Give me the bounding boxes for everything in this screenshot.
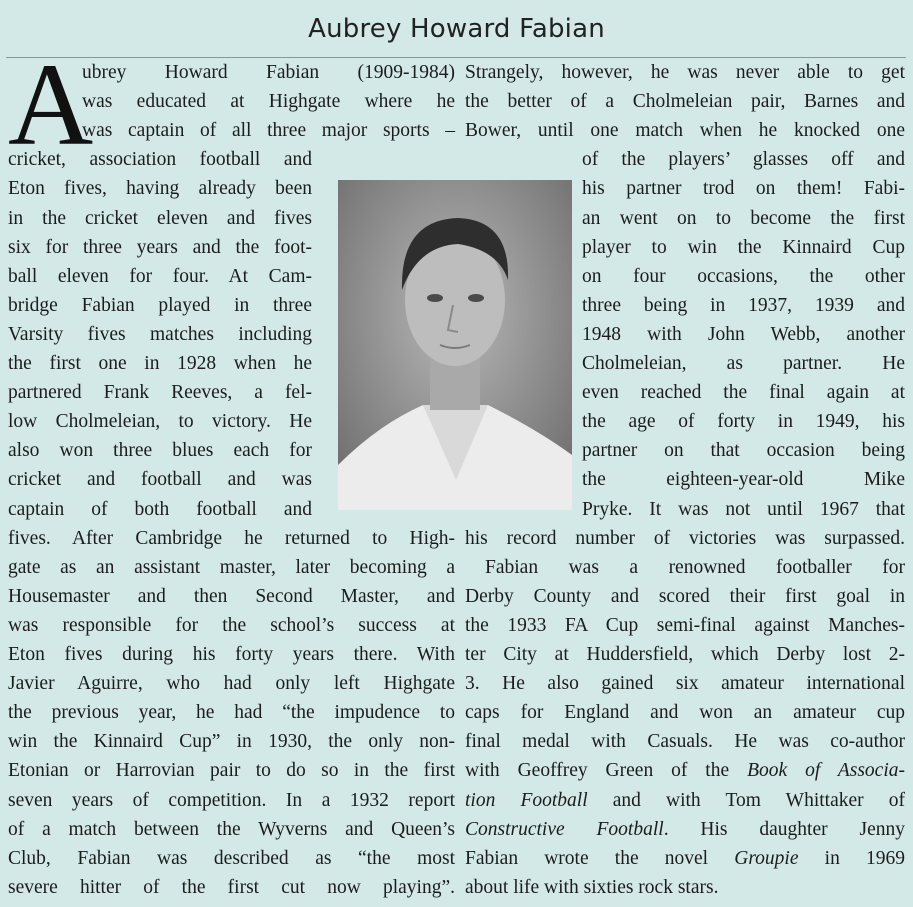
text-segment: in 1969 [798, 847, 905, 869]
right-text-line [465, 816, 905, 844]
right-text-line [465, 612, 905, 640]
text-segment: partnered Frank Reeves, a fel- [8, 382, 312, 404]
text-segment: six for three years and the foot- [8, 236, 312, 258]
right-text-line [582, 350, 905, 378]
text-segment: gate as an assistant master, later becoming a [8, 556, 455, 578]
left-text-line [8, 379, 312, 407]
left-text-line [8, 816, 455, 844]
left-text-line [82, 59, 455, 87]
italic-title-text: Constructive Football [465, 818, 664, 840]
text-segment: an went on to become the first [582, 207, 905, 229]
left-text-line [82, 88, 455, 116]
text-segment: caps for England and won an amateur cup [465, 702, 905, 724]
text-segment: seven years of competition. In a 1932 report [8, 789, 455, 811]
text-segment: ball eleven for four. At Cam- [8, 265, 312, 287]
text-segment: three being in 1937, 1939 and [582, 294, 905, 316]
left-text-line [8, 292, 312, 320]
left-text-line [82, 117, 455, 145]
right-text-line [582, 146, 905, 174]
right-text-line [582, 408, 905, 436]
text-segment: in the cricket eleven and fives [8, 207, 312, 229]
text-segment: cricket and football and was [8, 469, 312, 491]
left-text-line [8, 175, 312, 203]
text-segment: the 1933 FA Cup semi-final against Manches- [465, 614, 905, 636]
left-text-line [8, 670, 455, 698]
right-text-line [582, 379, 905, 407]
text-segment: his record number of victories was surpassed. [465, 527, 905, 549]
italic-title-text: tion Football [465, 789, 588, 811]
left-text-line [8, 408, 312, 436]
right-text-line [582, 466, 905, 494]
text-segment: the eighteen-year-old Mike [582, 469, 905, 491]
right-text-line [485, 554, 905, 582]
text-segment: even reached the final again at [582, 382, 905, 404]
left-text-line [8, 496, 312, 524]
left-text-line [8, 641, 455, 669]
text-segment: the age of forty in 1949, his [582, 411, 905, 433]
text-segment: ubrey Howard Fabian (1909-1984) [82, 62, 455, 83]
right-text-line [582, 263, 905, 291]
right-text-line [465, 787, 905, 815]
left-text-line [8, 757, 455, 785]
left-text-line [8, 787, 455, 815]
text-segment: cricket, association football and [8, 149, 312, 171]
text-segment: Fabian wrote the novel [465, 847, 735, 869]
text-segment: Pryke. It was not until 1967 that [582, 498, 905, 520]
left-text-line [8, 321, 312, 349]
right-text-line [465, 59, 905, 87]
right-text-line [582, 437, 905, 465]
right-text-line [582, 205, 905, 233]
text-segment: and with Tom Whittaker of [587, 789, 906, 811]
left-text-line [8, 466, 312, 494]
text-segment: Eton fives during his forty years there. With [8, 644, 455, 665]
right-text-line [582, 292, 905, 320]
text-segment: also won three blues each for [8, 440, 312, 462]
right-text-line [465, 117, 905, 145]
text-segment: was captain of all three major sports – [82, 120, 455, 142]
text-segment: Cholmeleian, as partner. He [582, 353, 905, 374]
text-segment: of a match between the Wyverns and Queen’s [8, 818, 455, 840]
italic-title-text: Groupie [734, 847, 799, 869]
left-text-line [8, 437, 312, 465]
right-text-line [582, 496, 905, 524]
text-segment: . His daughter Jenny [663, 818, 905, 840]
text-segment: of the players’ glasses off and [582, 149, 905, 171]
text-segment: Varsity fives matches including [8, 323, 312, 345]
text-segment: partner on that occasion being [582, 440, 905, 462]
portrait-photo [338, 180, 572, 510]
left-text-line [8, 845, 455, 873]
text-segment: the better of a Cholmeleian pair, Barnes and [465, 91, 905, 113]
text-segment: his partner trod on them! Fabi- [582, 178, 905, 200]
text-segment: 1948 with John Webb, another [582, 323, 905, 345]
text-segment: about life with sixties rock stars. [465, 876, 719, 898]
italic-title-text: Book of Associa- [747, 760, 905, 782]
right-text-line [465, 757, 905, 785]
text-segment: ter City at Huddersfield, which Derby lost 2- [465, 644, 905, 665]
text-segment: Strangely, however, he was never able to get [465, 62, 905, 83]
text-segment: Javier Aguirre, who had only left Highgate [8, 673, 455, 695]
left-text-line [8, 234, 312, 262]
left-text-line [8, 874, 455, 902]
text-segment: 3. He also gained six amateur international [465, 673, 905, 695]
right-text-line [465, 525, 905, 553]
right-text-line [582, 175, 905, 203]
text-segment: win the Kinnaird Cup” in 1930, the only non- [8, 731, 455, 753]
text-segment: on four occasions, the other [582, 265, 905, 287]
left-text-line [8, 350, 312, 378]
right-text-line [465, 641, 905, 669]
text-segment: Housemaster and then Second Master, and [8, 585, 455, 607]
left-text-line [8, 525, 455, 553]
left-text-line [8, 699, 455, 727]
text-segment: with Geoffrey Green of the [465, 760, 748, 782]
left-text-line [8, 205, 312, 233]
right-text-line [465, 699, 905, 727]
right-text-line [465, 88, 905, 116]
text-segment: captain of both football and [8, 498, 312, 520]
text-segment: Eton fives, having already been [8, 178, 312, 200]
article-title: Aubrey Howard Fabian [308, 14, 605, 44]
text-segment: final medal with Casuals. He was co-author [465, 731, 905, 753]
right-text-line [465, 670, 905, 698]
left-text-line [8, 146, 312, 174]
text-segment: low Cholmeleian, to victory. He [8, 411, 312, 433]
text-segment: Etonian or Harrovian pair to do so in the first [8, 760, 455, 782]
text-segment: the first one in 1928 when he [8, 353, 312, 374]
left-text-line [8, 554, 455, 582]
right-text-line [582, 321, 905, 349]
text-segment: player to win the Kinnaird Cup [582, 236, 905, 258]
text-segment: Derby County and scored their first goal in [465, 585, 905, 607]
text-segment: was responsible for the school’s success at [8, 614, 455, 636]
drop-cap: A [8, 39, 94, 170]
right-text-line [465, 845, 905, 873]
right-text-line [465, 728, 905, 756]
text-segment: fives. After Cambridge he returned to High- [8, 527, 455, 549]
text-segment: the previous year, he had “the impudence to [8, 702, 455, 724]
left-text-line [8, 583, 455, 611]
text-segment: Club, Fabian was described as “the most [8, 847, 455, 869]
left-text-line [8, 263, 312, 291]
right-text-line [582, 234, 905, 262]
text-segment: bridge Fabian played in three [8, 294, 312, 316]
text-segment: severe hitter of the first cut now playing”. [8, 876, 455, 898]
left-text-line [8, 612, 455, 640]
left-text-line [8, 728, 455, 756]
portrait-image [338, 180, 572, 510]
right-text-line [465, 583, 905, 611]
title-rule [6, 57, 906, 58]
right-text-line [465, 874, 905, 902]
text-segment: was educated at Highgate where he [82, 91, 455, 113]
text-segment: Fabian was a renowned footballer for [485, 556, 905, 578]
text-segment: Bower, until one match when he knocked one [465, 120, 905, 142]
